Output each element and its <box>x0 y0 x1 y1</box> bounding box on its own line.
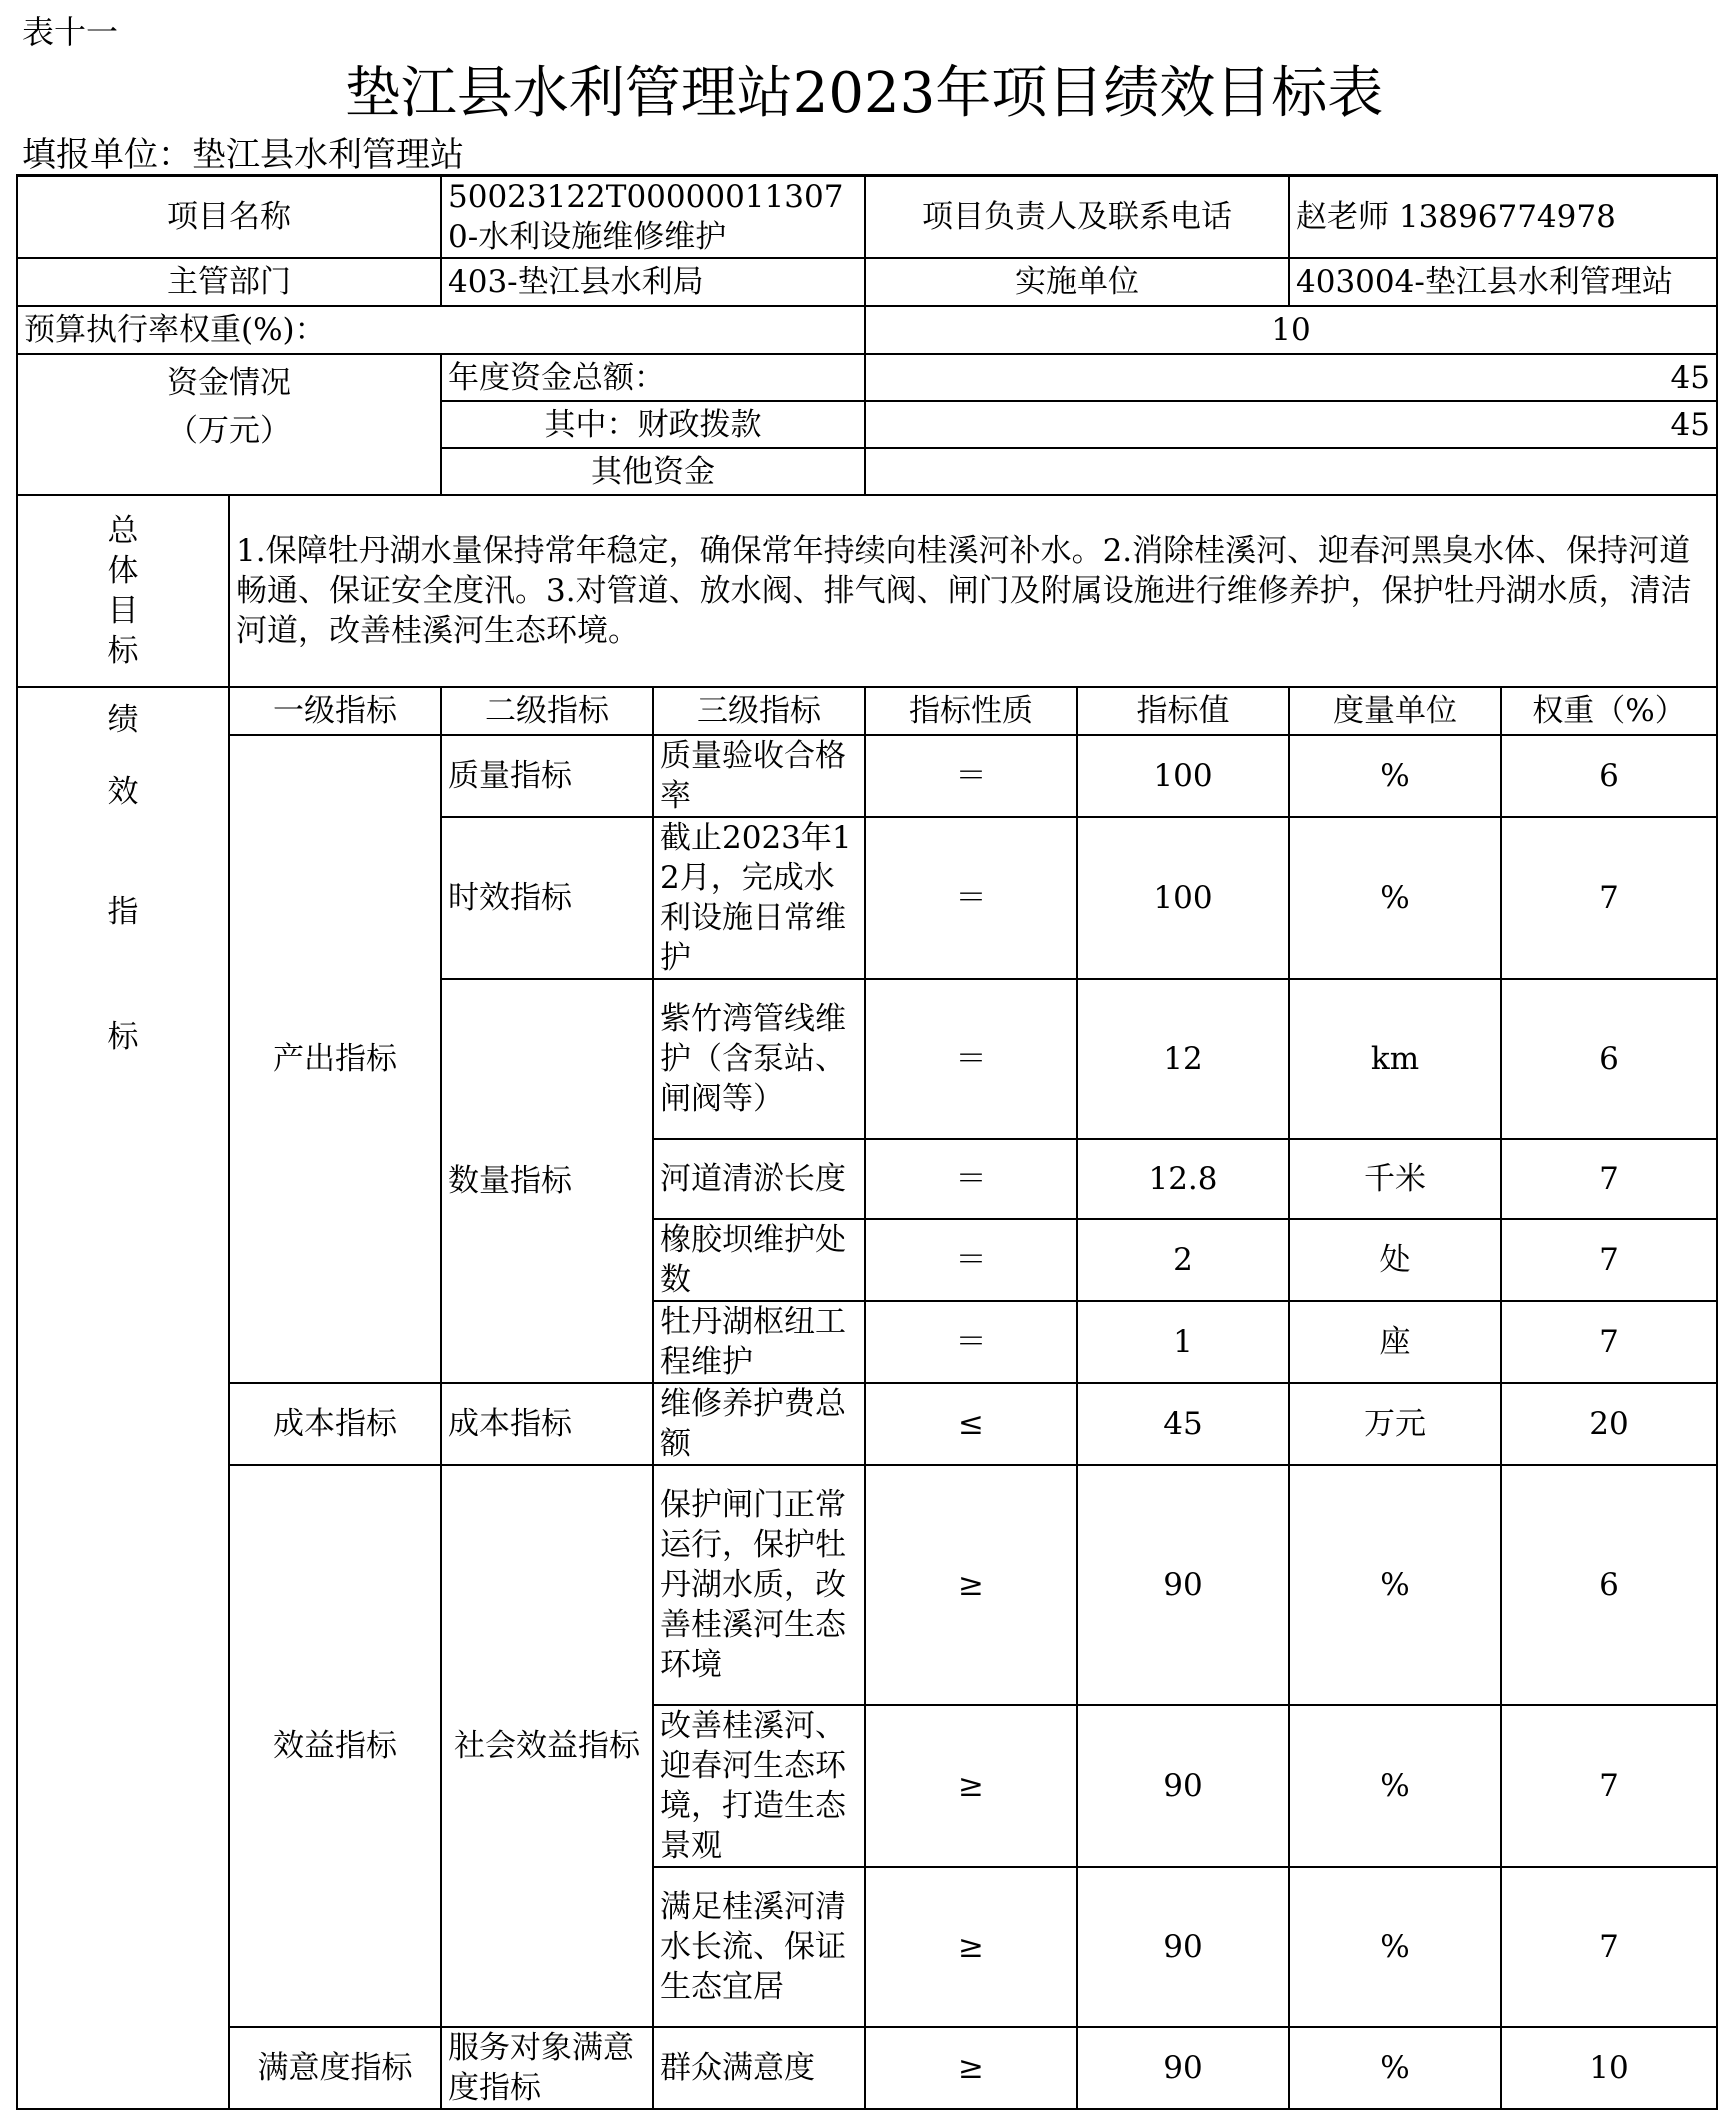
level2-service: 服务对象满意度指标 <box>441 2027 653 2109</box>
unit-cell: % <box>1289 735 1501 817</box>
weight-cell: 7 <box>1501 1705 1717 1867</box>
performance-target-table <box>16 174 1718 2110</box>
level3-name: 满足桂溪河清水长流、保证生态宜居 <box>653 1867 865 2027</box>
funds-label-line2: （万元） <box>167 413 291 449</box>
level3-name: 河道清淤长度 <box>653 1139 865 1219</box>
value-cell: 90 <box>1077 2027 1289 2109</box>
weight-cell: 6 <box>1501 735 1717 817</box>
document-label: 表十一 <box>22 13 119 51</box>
header-level2: 二级指标 <box>441 687 653 735</box>
perf-char: 绩 <box>107 702 139 738</box>
reporting-unit: 填报单位：垫江县水利管理站 <box>22 135 464 175</box>
header-level1: 一级指标 <box>229 687 441 735</box>
weight-cell: 7 <box>1501 1867 1717 2027</box>
budget-rate-value: 10 <box>865 306 1717 354</box>
impl-unit-label: 实施单位 <box>865 258 1289 306</box>
nature-cell: ＝ <box>865 817 1077 979</box>
level3-name: 保护闸门正常运行，保护牡丹湖水质，改善桂溪河生态环境 <box>653 1465 865 1705</box>
unit-cell: 千米 <box>1289 1139 1501 1219</box>
value-cell: 90 <box>1077 1705 1289 1867</box>
unit-cell: 座 <box>1289 1301 1501 1383</box>
unit-cell: % <box>1289 1465 1501 1705</box>
funds-label <box>17 354 441 495</box>
value-cell: 100 <box>1077 735 1289 817</box>
nature-cell: ≥ <box>865 1465 1077 1705</box>
contact-label: 项目负责人及联系电话 <box>865 176 1289 259</box>
level3-name: 质量验收合格率 <box>653 735 865 817</box>
funds-fiscal-value: 45 <box>865 401 1717 448</box>
project-name-label: 项目名称 <box>17 176 441 259</box>
level2-quantity: 数量指标 <box>441 979 653 1383</box>
perf-char: 效 <box>107 774 139 810</box>
header-nature: 指标性质 <box>865 687 1077 735</box>
level1-cost: 成本指标 <box>229 1383 441 1465</box>
nature-cell: ≤ <box>865 1383 1077 1465</box>
goal-char: 体 <box>107 553 139 589</box>
perf-indicator-label <box>17 687 229 2109</box>
weight-cell: 7 <box>1501 817 1717 979</box>
dept-label: 主管部门 <box>17 258 441 306</box>
nature-cell: ≥ <box>865 1705 1077 1867</box>
table-row <box>17 735 1717 817</box>
table-row <box>17 2027 1717 2109</box>
funds-other-value <box>865 448 1717 495</box>
value-cell: 45 <box>1077 1383 1289 1465</box>
unit-cell: % <box>1289 817 1501 979</box>
unit-cell: 处 <box>1289 1219 1501 1301</box>
goal-char: 总 <box>107 513 139 549</box>
weight-cell: 10 <box>1501 2027 1717 2109</box>
nature-cell: ＝ <box>865 735 1077 817</box>
unit-cell: % <box>1289 1705 1501 1867</box>
weight-cell: 7 <box>1501 1301 1717 1383</box>
nature-cell: ＝ <box>865 979 1077 1139</box>
unit-cell: % <box>1289 1867 1501 2027</box>
level3-name: 改善桂溪河、迎春河生态环境，打造生态景观 <box>653 1705 865 1867</box>
goal-char: 目 <box>107 593 139 629</box>
header-value: 指标值 <box>1077 687 1289 735</box>
level3-name: 群众满意度 <box>653 2027 865 2109</box>
level2-cost: 成本指标 <box>441 1383 653 1465</box>
funds-total-label: 年度资金总额： <box>441 354 865 401</box>
funds-total-value: 45 <box>865 354 1717 401</box>
unit-cell: 万元 <box>1289 1383 1501 1465</box>
nature-cell: ≥ <box>865 2027 1077 2109</box>
weight-cell: 6 <box>1501 1465 1717 1705</box>
level3-name: 牡丹湖枢纽工程维护 <box>653 1301 865 1383</box>
header-level3: 三级指标 <box>653 687 865 735</box>
weight-cell: 7 <box>1501 1219 1717 1301</box>
value-cell: 100 <box>1077 817 1289 979</box>
level1-satisfaction: 满意度指标 <box>229 2027 441 2109</box>
level2-quality: 质量指标 <box>441 735 653 817</box>
value-cell: 2 <box>1077 1219 1289 1301</box>
unit-cell: % <box>1289 2027 1501 2109</box>
level3-name: 紫竹湾管线维护（含泵站、闸阀等） <box>653 979 865 1139</box>
value-cell: 12 <box>1077 979 1289 1139</box>
impl-unit-value: 403004-垫江县水利管理站 <box>1289 258 1717 306</box>
value-cell: 90 <box>1077 1465 1289 1705</box>
value-cell: 90 <box>1077 1867 1289 2027</box>
nature-cell: ＝ <box>865 1219 1077 1301</box>
budget-rate-label: 预算执行率权重(%)： <box>17 306 865 354</box>
contact-value: 赵老师 13896774978 <box>1289 176 1717 259</box>
level3-name: 橡胶坝维护处数 <box>653 1219 865 1301</box>
weight-cell: 20 <box>1501 1383 1717 1465</box>
level2-timeliness: 时效指标 <box>441 817 653 979</box>
level1-benefit: 效益指标 <box>229 1465 441 2027</box>
overall-goal-label <box>17 495 229 687</box>
funds-other-label: 其他资金 <box>441 448 865 495</box>
perf-char: 标 <box>107 1019 139 1055</box>
value-cell: 12.8 <box>1077 1139 1289 1219</box>
goal-char: 标 <box>107 633 139 669</box>
level3-name: 维修养护费总额 <box>653 1383 865 1465</box>
level2-social: 社会效益指标 <box>441 1465 653 2027</box>
nature-cell: ≥ <box>865 1867 1077 2027</box>
level3-name: 截止2023年12月，完成水利设施日常维护 <box>653 817 865 979</box>
funds-label-line1: 资金情况 <box>167 365 291 401</box>
weight-cell: 7 <box>1501 1139 1717 1219</box>
unit-cell: km <box>1289 979 1501 1139</box>
nature-cell: ＝ <box>865 1139 1077 1219</box>
document-title: 垫江县水利管理站2023年项目绩效目标表 <box>344 61 1384 126</box>
nature-cell: ＝ <box>865 1301 1077 1383</box>
header-unit: 度量单位 <box>1289 687 1501 735</box>
perf-char: 指 <box>107 894 139 930</box>
table-row <box>17 1465 1717 1705</box>
funds-fiscal-label: 其中：财政拨款 <box>441 401 865 448</box>
project-name-value: 50023122T000000113070-水利设施维修维护 <box>441 176 865 259</box>
weight-cell: 6 <box>1501 979 1717 1139</box>
header-weight: 权重（%） <box>1501 687 1717 735</box>
value-cell: 1 <box>1077 1301 1289 1383</box>
level1-output: 产出指标 <box>229 735 441 1383</box>
table-row <box>17 1383 1717 1465</box>
overall-goal-text: 1.保障牡丹湖水量保持常年稳定，确保常年持续向桂溪河补水。2.消除桂溪河、迎春河黑臭水体、保持河道畅通、保证安全度汛。3.对管道、放水阀、排气阀、闸门及附属设施进行维修养护，保护牡丹湖水质，清洁河道，改善桂溪河生态环境。 <box>229 495 1717 687</box>
dept-value: 403-垫江县水利局 <box>441 258 865 306</box>
